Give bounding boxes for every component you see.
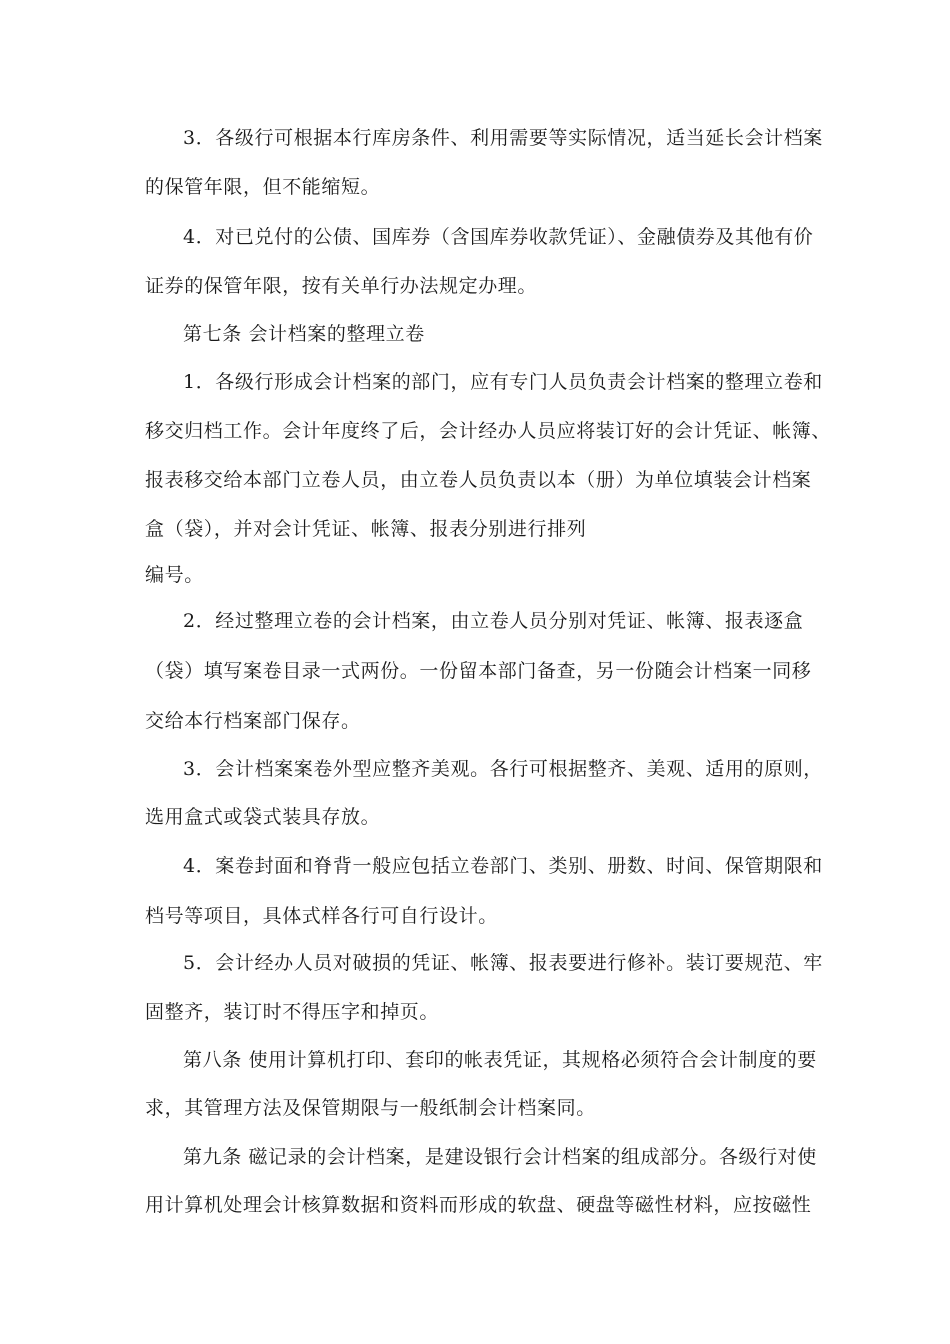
section-heading: 第九条 磁记录的会计档案，是建设银行会计档案的组成部分。各级行对使	[183, 1146, 817, 1168]
paragraph-line: 编号。	[145, 564, 204, 586]
paragraph-line: 报表移交给本部门立卷人员，由立卷人员负责以本（册）为单位填装会计档案	[145, 469, 812, 491]
paragraph-line: 档号等项目，具体式样各行可自行设计。	[145, 905, 498, 927]
paragraph-line: 交给本行档案部门保存。	[145, 710, 361, 732]
paragraph-line: 5．会计经办人员对破损的凭证、帐簿、报表要进行修补。装订要规范、牢	[183, 952, 823, 974]
paragraph-line: 固整齐，装订时不得压字和掉页。	[145, 1001, 440, 1023]
paragraph-line: 4．案卷封面和脊背一般应包括立卷部门、类别、册数、时间、保管期限和	[183, 855, 823, 877]
paragraph-line: 的保管年限，但不能缩短。	[145, 176, 381, 198]
paragraph-line: 移交归档工作。会计年度终了后，会计经办人员应将装订好的会计凭证、帐簿、	[145, 420, 832, 442]
section-heading: 第七条 会计档案的整理立卷	[183, 323, 425, 345]
paragraph-line: 证券的保管年限，按有关单行办法规定办理。	[145, 275, 538, 297]
paragraph-line: 求，其管理方法及保管期限与一般纸制会计档案同。	[145, 1097, 596, 1119]
paragraph-line: 1．各级行形成会计档案的部门，应有专门人员负责会计档案的整理立卷和	[183, 371, 823, 393]
paragraph-line: 3．会计档案案卷外型应整齐美观。各行可根据整齐、美观、适用的原则，	[183, 758, 823, 780]
paragraph-line: 盒（袋），并对会计凭证、帐簿、报表分别进行排列	[145, 518, 587, 540]
paragraph-line: 4．对已兑付的公债、国库券（含国库券收款凭证）、金融债券及其他有价	[183, 226, 814, 248]
paragraph-line: 选用盒式或袋式装具存放。	[145, 806, 381, 828]
section-heading: 第八条 使用计算机打印、套印的帐表凭证，其规格必须符合会计制度的要	[183, 1049, 817, 1071]
paragraph-line: 3．各级行可根据本行库房条件、利用需要等实际情况，适当延长会计档案	[183, 127, 823, 149]
paragraph-line: 2．经过整理立卷的会计档案，由立卷人员分别对凭证、帐簿、报表逐盒	[183, 610, 804, 632]
paragraph-line: 用计算机处理会计核算数据和资料而形成的软盘、硬盘等磁性材料，应按磁性	[145, 1194, 812, 1216]
paragraph-line: （袋）填写案卷目录一式两份。一份留本部门备查，另一份随会计档案一同移	[145, 660, 812, 682]
